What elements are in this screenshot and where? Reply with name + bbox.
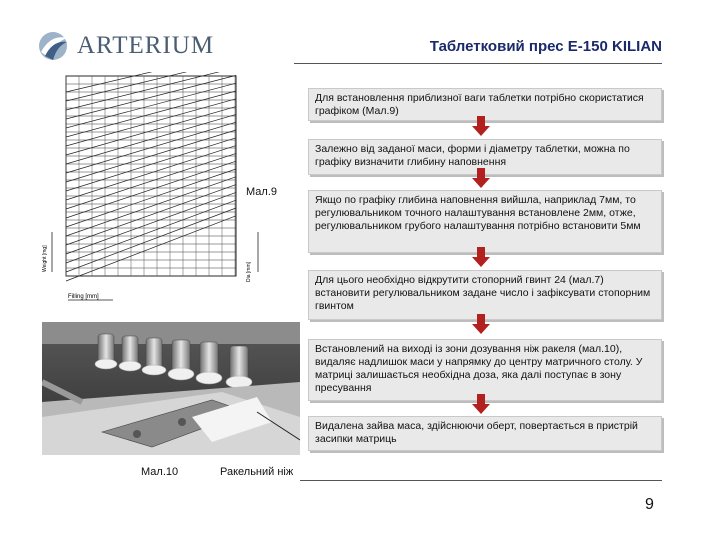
step-box-4 xyxy=(308,270,662,320)
step-box-6 xyxy=(308,416,662,451)
down-arrow-icon xyxy=(472,324,490,334)
step-text-4: Для цього необхідно відкрутити стопорний гвинт 24 (мал.7) встановити регулювальником задане число і зафіксувати стопорним гвинтом xyxy=(315,274,651,312)
nomogram-graphic xyxy=(38,72,274,310)
page-title: Таблетковий прес Е-150 KILIAN xyxy=(429,38,662,55)
x-axis-label: Filling [mm] xyxy=(68,294,99,300)
tablet-press-photo xyxy=(42,322,300,455)
down-arrow-icon xyxy=(472,257,490,267)
figure-9-label: Мал.9 xyxy=(246,186,277,198)
step-text-5: Встановлений на виході із зони дозування ніж ракеля (мал.10), видаляє надлишок маси у напрямку до центру матричного столу. У матриці залишається необхідна доза, яка далі поступає в зону пресування xyxy=(315,343,643,394)
down-arrow-icon xyxy=(472,404,490,414)
header-divider xyxy=(294,63,662,64)
step-box-2 xyxy=(308,139,662,175)
doctor-blade-label: Ракельний ніж xyxy=(220,466,294,478)
y-axis-label-left: Weight [mg] xyxy=(42,245,48,272)
down-arrow-icon xyxy=(472,178,490,188)
y-axis-label-right: Dia [mm] xyxy=(246,262,252,282)
step-box-5 xyxy=(308,339,662,401)
step-box-3 xyxy=(308,190,662,253)
step-box-1 xyxy=(308,88,662,121)
footer-divider xyxy=(300,480,662,481)
page-number: 9 xyxy=(645,496,654,513)
figure-10-label: Мал.10 xyxy=(141,466,179,478)
press-illustration xyxy=(42,322,300,455)
down-arrow-icon xyxy=(472,126,490,136)
step-text-6: Видалена зайва маса, здійснюючи оберт, повертається в пристрій засипки матриць xyxy=(315,420,638,445)
arterium-logo xyxy=(37,30,215,62)
arterium-emblem-icon xyxy=(37,30,71,62)
step-text-3: Якщо по графіку глибина наповнення вийшла, наприклад 7мм, то регулювальником точного налаштування встановлене 2мм, отже, регулювальником грубого налаштування потрібно встановити 5мм xyxy=(315,194,641,232)
step-text-1: Для встановлення приблизної ваги таблетки потрібно скористатися графіком (Мал.9) xyxy=(315,92,644,117)
step-text-2: Залежно від заданої маси, форми і діаметру таблетки, можна по графіку визначити глибину наповнення xyxy=(315,143,630,168)
fill-depth-nomogram xyxy=(38,72,274,310)
logo-wordmark: ARTERIUM xyxy=(77,32,215,59)
